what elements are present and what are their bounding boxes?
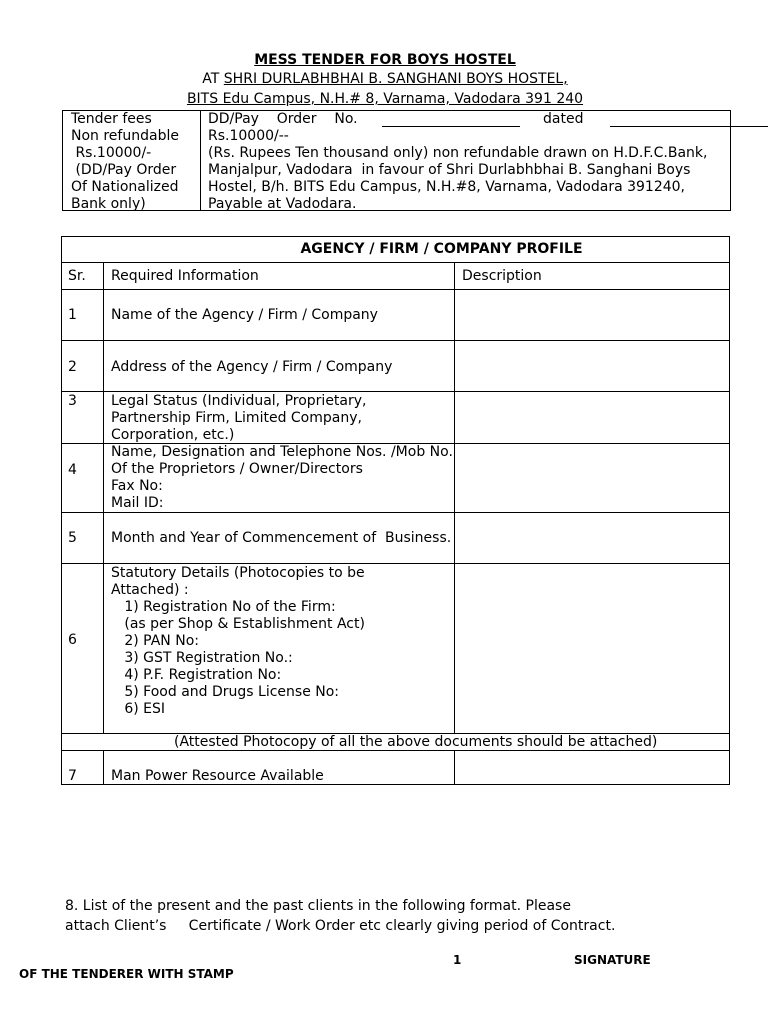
row-required-info: Man Power Resource Available	[111, 768, 324, 784]
dd-number-blank[interactable]	[382, 126, 520, 127]
description-cell[interactable]	[455, 564, 729, 733]
fee-left-line: Bank only)	[71, 196, 146, 212]
row-required-info: Address of the Agency / Firm / Company	[111, 359, 393, 375]
page-title: MESS TENDER FOR BOYS HOSTEL	[254, 52, 516, 68]
col-header-description: Description	[462, 268, 542, 284]
fee-left-line: Rs.10000/-	[71, 145, 152, 161]
dated-label: dated	[543, 111, 584, 127]
signature-label: SIGNATURE	[574, 953, 651, 967]
row-sr: 1	[68, 307, 77, 323]
fee-right-line: Hostel, B/h. BITS Edu Campus, N.H.#8, Varnama, Vadodara 391240,	[208, 179, 686, 195]
description-cell[interactable]	[455, 460, 729, 512]
fee-left-line: Of Nationalized	[71, 179, 179, 195]
page-number: 1	[453, 953, 462, 967]
col-header-sr: Sr.	[68, 268, 86, 284]
row-required-info: Name of the Agency / Firm / Company	[111, 307, 378, 323]
fee-right-line: Rs.10000/--	[208, 128, 289, 144]
fee-right-line: Manjalpur, Vadodara in favour of Shri Durlabhbhai B. Sanghani Boys	[208, 162, 691, 178]
row-required-info: 6) ESI	[111, 701, 166, 717]
hostel-name-line	[0, 71, 770, 87]
row-sr: 2	[68, 359, 77, 375]
row-sr: 4	[68, 462, 77, 478]
date-blank[interactable]	[610, 126, 768, 127]
fee-left-line: Non refundable	[71, 128, 179, 144]
row-sr: 7	[68, 768, 77, 784]
description-cell[interactable]	[455, 341, 729, 391]
row-required-info: 4) P.F. Registration No:	[111, 667, 282, 683]
description-cell[interactable]	[455, 392, 729, 443]
row-required-info: Partnership Firm, Limited Company,	[111, 410, 362, 426]
tender-fees-divider	[200, 110, 201, 211]
row-required-info: 2) PAN No:	[111, 633, 199, 649]
row-required-info: Legal Status (Individual, Proprietary,	[111, 393, 367, 409]
row-required-info: 5) Food and Drugs License No:	[111, 684, 340, 700]
attested-note: (Attested Photocopy of all the above documents should be attached)	[174, 734, 658, 750]
row-required-info: Corporation, etc.)	[111, 427, 235, 443]
row-required-info: Of the Proprietors / Owner/Directors	[111, 461, 363, 477]
dd-order-label: DD/Pay Order No.	[208, 111, 358, 127]
fee-right-line: Payable at Vadodara.	[208, 196, 357, 212]
clients-note-line: attach Client’s Certificate / Work Order etc clearly giving period of Contract.	[65, 918, 616, 934]
row-sr: 6	[68, 632, 77, 648]
row-required-info: 1) Registration No of the Firm:	[111, 599, 336, 615]
description-cell[interactable]	[455, 290, 729, 340]
fee-right-line: (Rs. Rupees Ten thousand only) non refundable drawn on H.D.F.C.Bank,	[208, 145, 708, 161]
row-sr: 3	[68, 393, 77, 409]
row-required-info: Fax No:	[111, 478, 163, 494]
row-required-info: Mail ID:	[111, 495, 164, 511]
row-required-info: Name, Designation and Telephone Nos. /Mob No.	[111, 444, 453, 460]
hostel-prefix: AT	[202, 71, 224, 87]
profile-title: AGENCY / FIRM / COMPANY PROFILE	[300, 241, 583, 257]
row-sr: 5	[68, 530, 77, 546]
row-required-info: Month and Year of Commencement of Business.	[111, 530, 452, 546]
hostel-address: BITS Edu Campus, N.H.# 8, Varnama, Vadodara 391 240	[186, 91, 584, 107]
clients-note-line: 8. List of the present and the past clients in the following format. Please	[65, 898, 571, 914]
fee-left-line: Tender fees	[71, 111, 152, 127]
row-required-info: 3) GST Registration No.:	[111, 650, 293, 666]
row-required-info: Statutory Details (Photocopies to be	[111, 565, 365, 581]
description-cell[interactable]	[455, 751, 729, 784]
fee-left-line: (DD/Pay Order	[71, 162, 177, 178]
hostel-name: SHRI DURLABHBHAI B. SANGHANI BOYS HOSTEL,	[223, 71, 568, 87]
row-required-info: Attached) :	[111, 582, 189, 598]
col-header-required: Required Information	[111, 268, 259, 284]
signature-line: OF THE TENDERER WITH STAMP	[19, 967, 234, 981]
row-required-info: (as per Shop & Establishment Act)	[111, 616, 365, 632]
